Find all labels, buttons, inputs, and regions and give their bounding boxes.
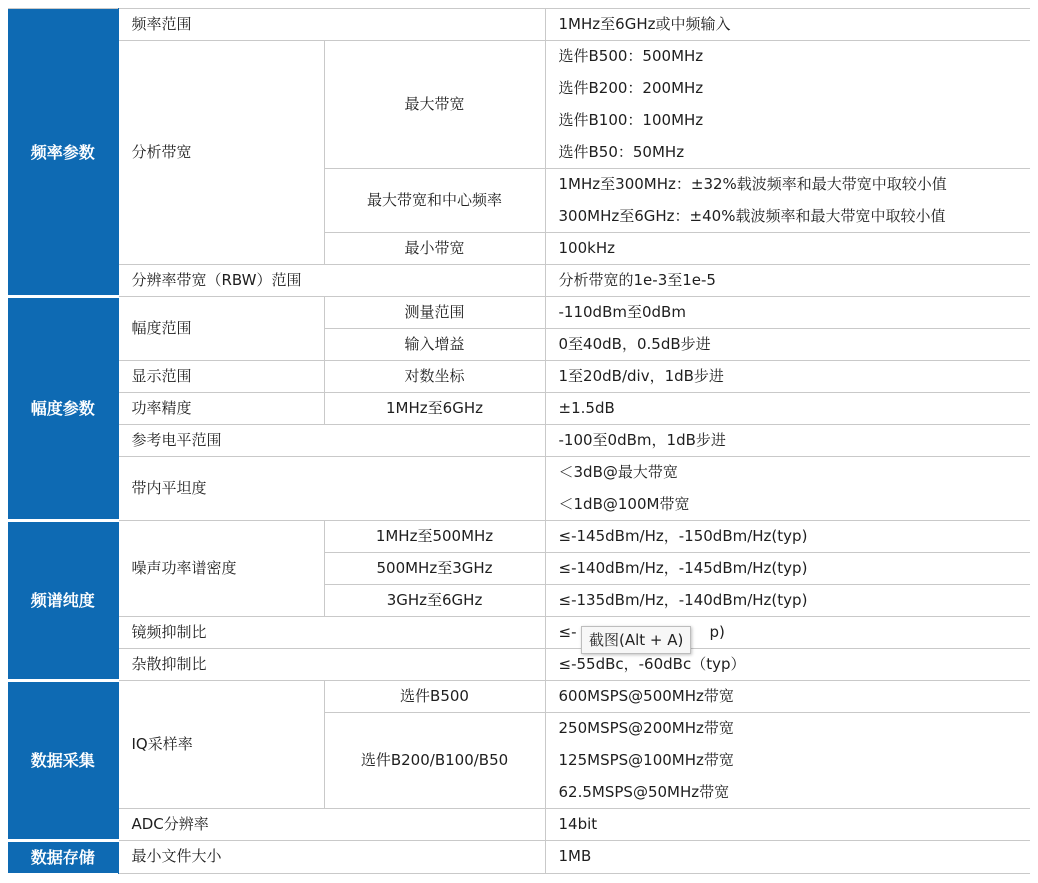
min-bw-label: 最小带宽 bbox=[324, 233, 545, 265]
measure-range-value: -110dBm至0dBm bbox=[545, 297, 1030, 329]
image-rejection-value-end: p) bbox=[709, 623, 725, 641]
noise-band-1: 1MHz至500MHz bbox=[324, 521, 545, 553]
category-purity: 频谱纯度 bbox=[8, 521, 118, 681]
analysis-bw-label: 分析带宽 bbox=[118, 41, 324, 265]
rbw-label: 分辨率带宽（RBW）范围 bbox=[118, 265, 545, 297]
max-bw-center-value-1: 1MHz至300MHz：±32%载波频率和最大带宽中取较小值 bbox=[558, 175, 947, 194]
spurious-value: ≤-55dBc，-60dBc（typ） bbox=[545, 649, 1030, 681]
spurious-label: 杂散抑制比 bbox=[118, 649, 545, 681]
max-bw-value-4: 选件B50：50MHz bbox=[545, 137, 1030, 169]
max-bw-value-1: 选件B500：500MHz bbox=[558, 47, 704, 66]
power-accuracy-value: ±1.5dB bbox=[545, 393, 1030, 425]
category-frequency: 频率参数 bbox=[8, 9, 118, 297]
noise-band-3: 3GHz至6GHz bbox=[324, 585, 545, 617]
power-accuracy-label: 功率精度 bbox=[118, 393, 324, 425]
option-others-value-2: 125MSPS@100MHz带宽 bbox=[558, 751, 734, 769]
screenshot-tooltip: 截图(Alt + A) bbox=[581, 626, 691, 654]
category-acquisition: 数据采集 bbox=[8, 681, 118, 841]
display-range-value: 1至20dB/div，1dB步进 bbox=[545, 361, 1030, 393]
power-accuracy-sub: 1MHz至6GHz bbox=[324, 393, 545, 425]
max-bw-center-label: 最大带宽和中心频率 bbox=[324, 169, 545, 233]
max-bw-label: 最大带宽 bbox=[324, 41, 545, 169]
min-bw-value: 100kHz bbox=[545, 233, 1030, 265]
adc-label: ADC分辨率 bbox=[118, 809, 545, 841]
freq-range-label: 频率范围 bbox=[118, 9, 545, 41]
input-gain-label: 输入增益 bbox=[324, 329, 545, 361]
max-bw-center-value-2: 300MHz至6GHz：±40%载波频率和最大带宽中取较小值 bbox=[545, 201, 1030, 233]
option-others-value-3: 62.5MSPS@50MHz带宽 bbox=[545, 777, 1030, 809]
image-rejection-value-start: ≤- bbox=[558, 623, 577, 641]
display-range-sub: 对数坐标 bbox=[324, 361, 545, 393]
option-others-label: 选件B200/B100/B50 bbox=[324, 713, 545, 809]
noise-value-2: ≤-140dBm/Hz，-145dBm/Hz(typ) bbox=[545, 553, 1030, 585]
flatness-value-2: ＜1dB@100M带宽 bbox=[545, 489, 1030, 521]
flatness-value-1: ＜3dB@最大带宽 bbox=[558, 463, 678, 482]
flatness-label: 带内平坦度 bbox=[118, 457, 545, 521]
category-storage: 数据存储 bbox=[8, 841, 118, 874]
option-b500-label: 选件B500 bbox=[324, 681, 545, 713]
freq-range-value: 1MHz至6GHz或中频输入 bbox=[545, 9, 1030, 41]
input-gain-value: 0至40dB，0.5dB步进 bbox=[545, 329, 1030, 361]
spec-table bbox=[8, 8, 1030, 874]
ref-level-value: -100至0dBm，1dB步进 bbox=[545, 425, 1030, 457]
noise-value-3: ≤-135dBm/Hz，-140dBm/Hz(typ) bbox=[545, 585, 1030, 617]
option-others-value-1: 250MSPS@200MHz带宽 bbox=[558, 719, 734, 738]
display-range-label: 显示范围 bbox=[118, 361, 324, 393]
max-bw-value-2: 选件B200：200MHz bbox=[558, 79, 704, 97]
image-rejection-label: 镜频抑制比 bbox=[118, 617, 545, 649]
rbw-value: 分析带宽的1e-3至1e-5 bbox=[545, 265, 1030, 297]
adc-value: 14bit bbox=[545, 809, 1030, 841]
iq-rate-label: IQ采样率 bbox=[118, 681, 324, 809]
measure-range-label: 测量范围 bbox=[324, 297, 545, 329]
ref-level-label: 参考电平范围 bbox=[118, 425, 545, 457]
noise-label: 噪声功率谱密度 bbox=[118, 521, 324, 617]
min-file-label: 最小文件大小 bbox=[118, 841, 545, 874]
noise-band-2: 500MHz至3GHz bbox=[324, 553, 545, 585]
amp-range-label: 幅度范围 bbox=[118, 297, 324, 361]
category-amplitude: 幅度参数 bbox=[8, 297, 118, 521]
option-b500-value: 600MSPS@500MHz带宽 bbox=[545, 681, 1030, 713]
max-bw-value-3: 选件B100：100MHz bbox=[558, 111, 704, 129]
noise-value-1: ≤-145dBm/Hz，-150dBm/Hz(typ) bbox=[545, 521, 1030, 553]
min-file-value: 1MB bbox=[545, 841, 1030, 874]
